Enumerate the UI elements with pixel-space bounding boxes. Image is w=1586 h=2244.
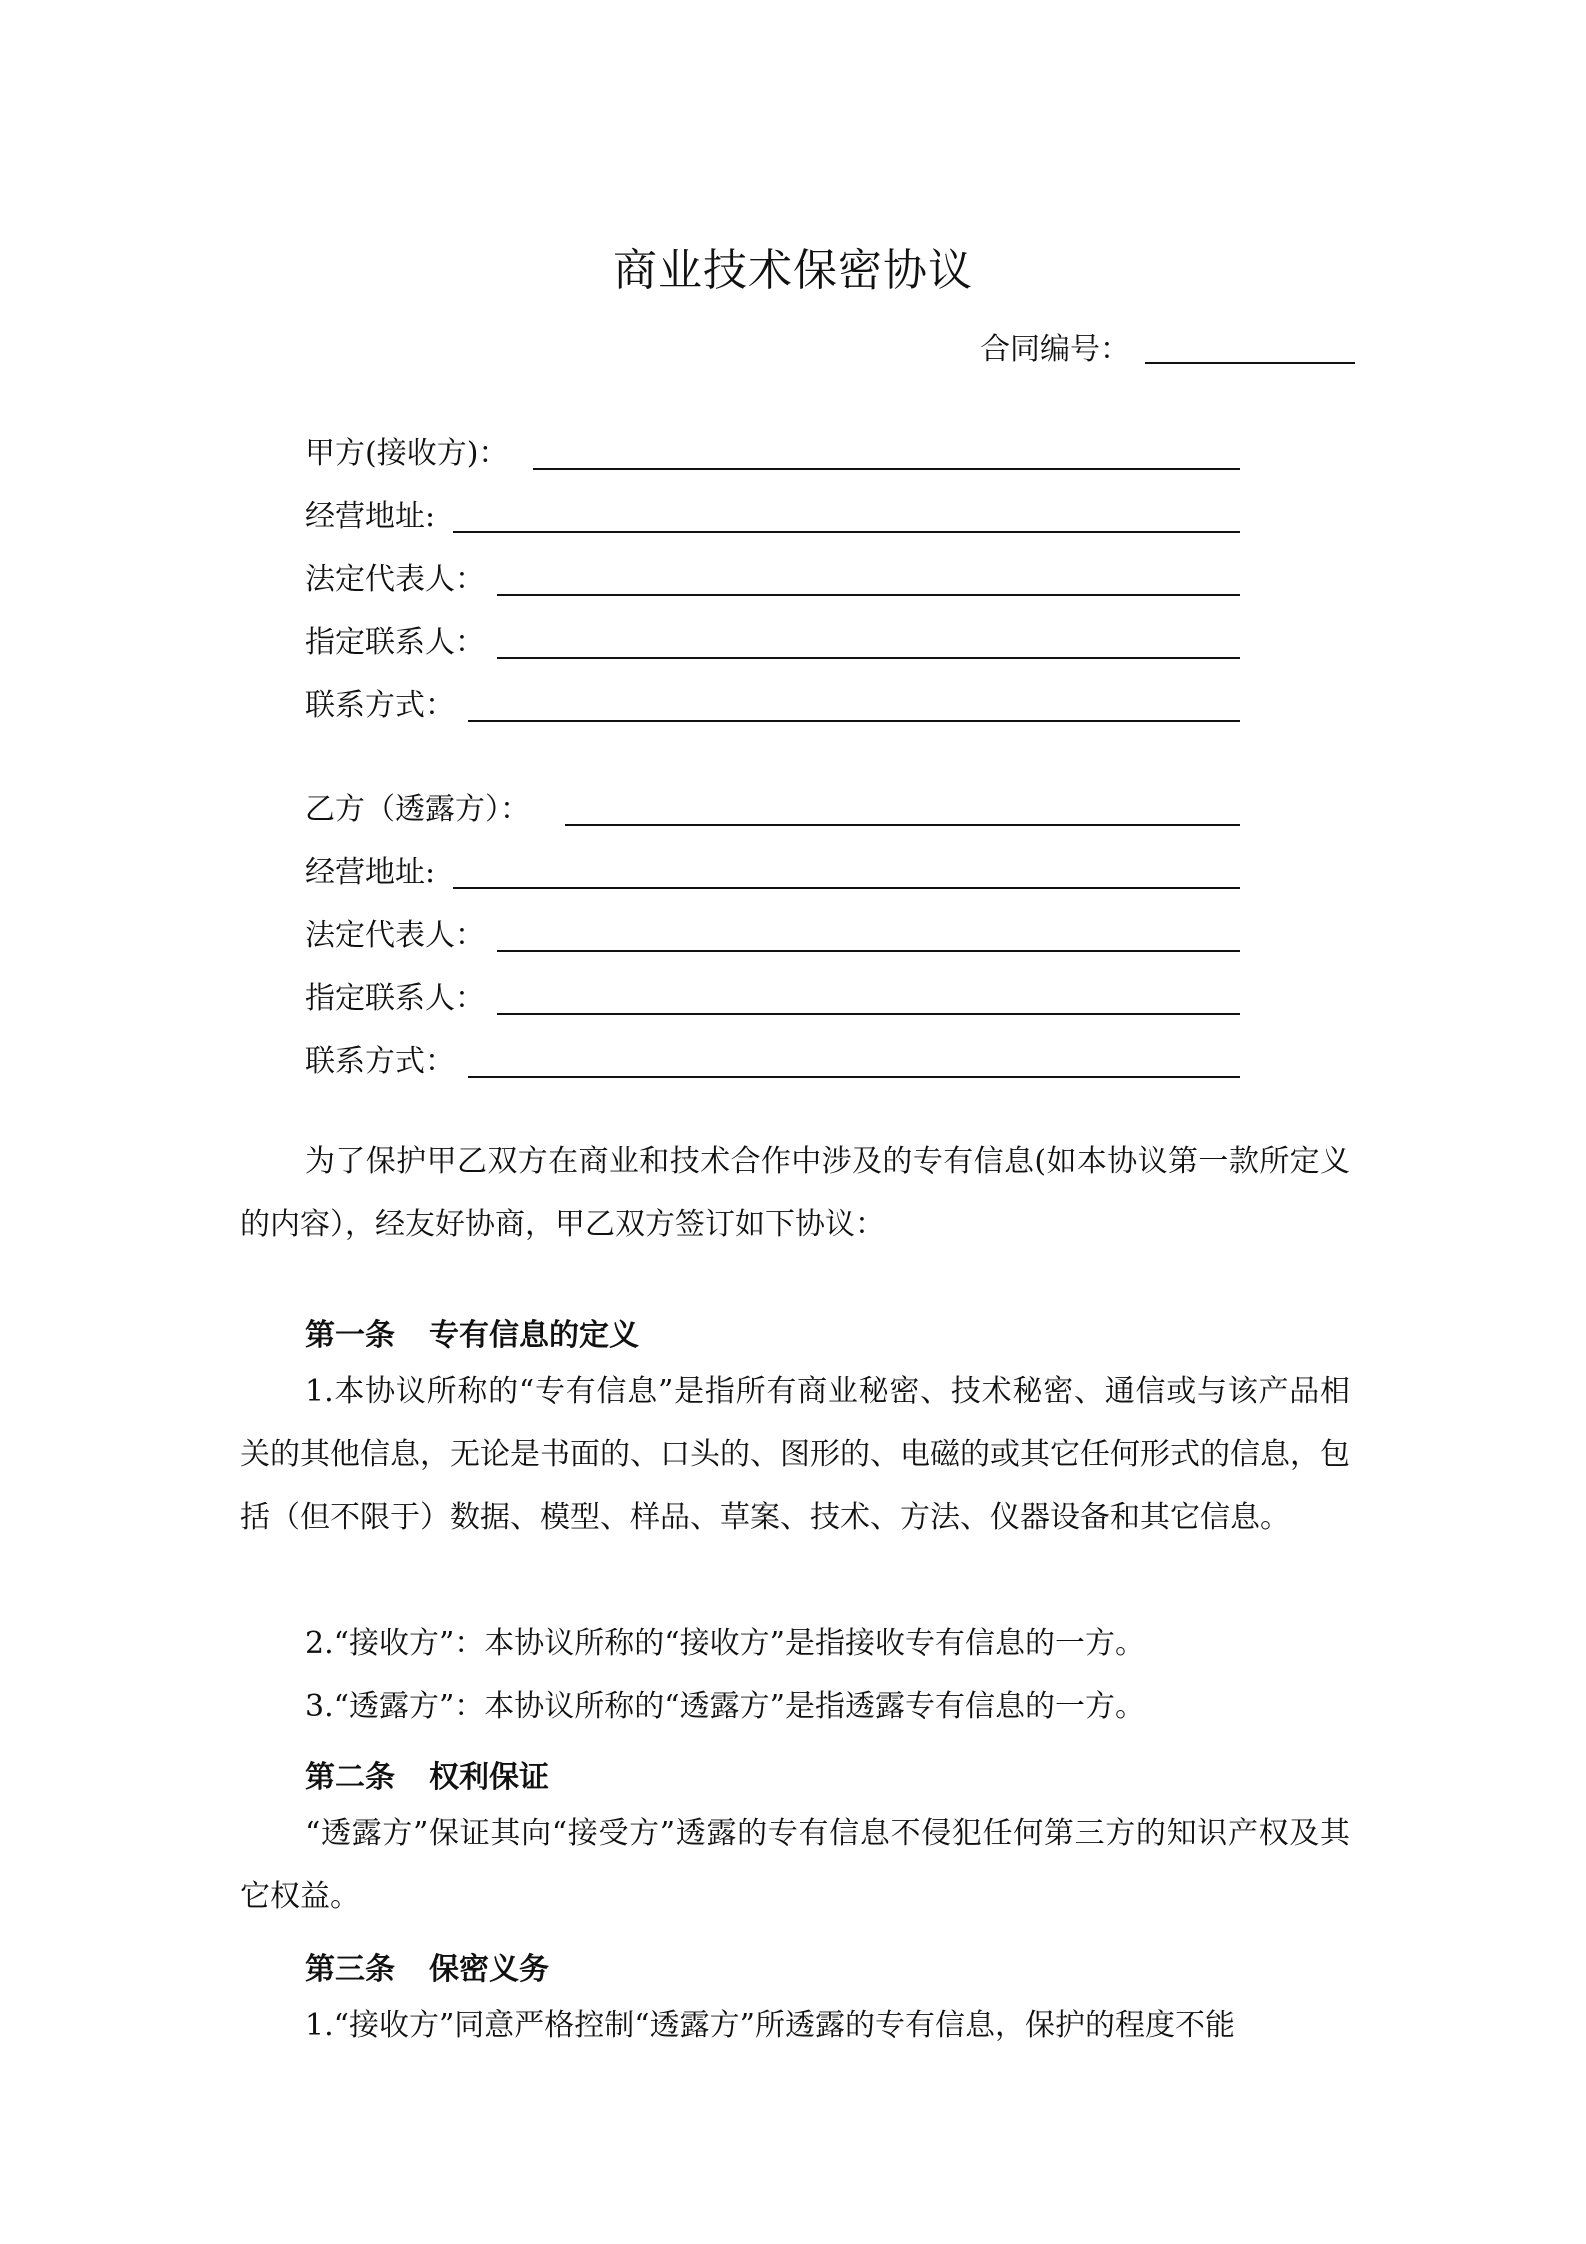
party-a-contact-label: 联系方式： xyxy=(305,688,455,723)
article-2-heading xyxy=(305,1752,549,1796)
party-a-address-label: 经营地址: xyxy=(305,499,436,534)
article-2-paragraph: “透露方”保证其向“接受方”透露的专有信息不侵犯任何第三方的知识产权及其它权益。 xyxy=(240,1816,1350,1914)
party-a-name-field xyxy=(305,428,508,472)
party-a-contact-person-label: 指定联系人： xyxy=(305,625,485,660)
party-a-rep-field xyxy=(305,554,485,598)
party-a-rep-blank[interactable] xyxy=(497,594,1240,596)
party-b-rep-field xyxy=(305,910,485,954)
contract-number-field xyxy=(980,324,1130,368)
party-b-rep-label: 法定代表人： xyxy=(305,918,485,953)
article-1-item-2: 2.“接收方”：本协议所称的“接收方”是指接收专有信息的一方。 xyxy=(305,1626,1145,1661)
preamble-paragraph: 为了保护甲乙双方在商业和技术合作中涉及的专有信息(如本协议第一款所定义的内容），经友好协商，甲乙双方签订如下协议： xyxy=(240,1144,1350,1242)
article-1-number: 第一条 xyxy=(305,1318,395,1353)
party-b-contact-person-field xyxy=(305,973,485,1017)
article-2-title: 权利保证 xyxy=(429,1760,549,1795)
party-b-name-blank[interactable] xyxy=(565,824,1240,826)
article-3-item-1: 1.“接收方”同意严格控制“透露方”所透露的专有信息，保护的程度不能 xyxy=(305,2008,1235,2043)
party-a-contact-person-blank[interactable] xyxy=(497,657,1240,659)
article-3-number: 第三条 xyxy=(305,1952,395,1987)
party-b-address-field xyxy=(305,847,435,891)
party-b-contact-person-label: 指定联系人： xyxy=(305,981,485,1016)
party-a-contact-field xyxy=(305,680,455,724)
article-2-number: 第二条 xyxy=(305,1760,395,1795)
article-1-item-3: 3.“透露方”：本协议所称的“透露方”是指透露专有信息的一方。 xyxy=(305,1689,1145,1724)
party-b-address-label: 经营地址: xyxy=(305,855,436,890)
article-3-title: 保密义务 xyxy=(429,1952,549,1987)
party-a-contact-person-field xyxy=(305,617,485,661)
party-a-address-blank[interactable] xyxy=(453,531,1240,533)
party-b-name-field xyxy=(305,784,530,828)
party-b-contact-person-blank[interactable] xyxy=(497,1013,1240,1015)
contract-number-blank[interactable] xyxy=(1145,362,1355,364)
party-a-rep-label: 法定代表人： xyxy=(305,562,485,597)
party-b-contact-blank[interactable] xyxy=(468,1076,1240,1078)
party-b-address-blank[interactable] xyxy=(453,887,1240,889)
party-a-name-label: 甲方(接收方)： xyxy=(305,436,509,471)
party-a-contact-blank[interactable] xyxy=(468,720,1240,722)
contract-number-label: 合同编号： xyxy=(980,332,1130,367)
party-b-rep-blank[interactable] xyxy=(497,950,1240,952)
article-1-heading xyxy=(305,1310,639,1354)
party-a-address-field xyxy=(305,491,435,535)
article-1-item-1: 1.本协议所称的“专有信息”是指所有商业秘密、技术秘密、通信或与该产品相关的其他信息，无论是书面的、口头的、图形的、电磁的或其它任何形式的信息，包括（但不限于）数据、模型、样品、草案、技术、方法、仪器设备和其它信息。 xyxy=(240,1374,1350,1535)
article-3-heading xyxy=(305,1944,549,1988)
document-title: 商业技术保密协议 xyxy=(613,245,973,296)
party-b-name-label: 乙方（透露方）： xyxy=(305,792,530,827)
party-b-contact-field xyxy=(305,1036,455,1080)
party-b-contact-label: 联系方式： xyxy=(305,1044,455,1079)
article-1-title: 专有信息的定义 xyxy=(429,1318,639,1353)
party-a-name-blank[interactable] xyxy=(533,468,1240,470)
